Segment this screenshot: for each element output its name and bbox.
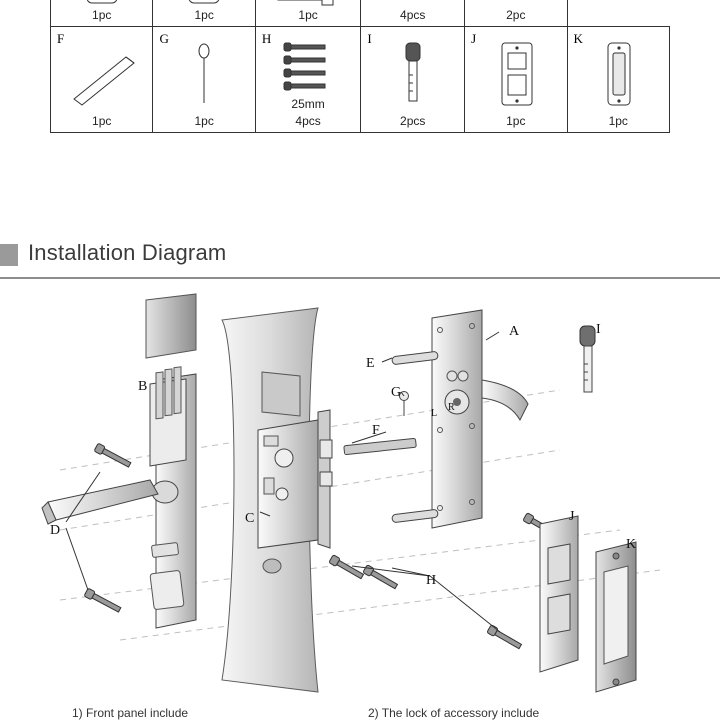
- diagram-label-b: B: [138, 379, 148, 394]
- note-accessory: 2) The lock of accessory include: [368, 706, 540, 720]
- diagram-label-k: K: [626, 537, 637, 552]
- part-cell-d: [361, 0, 465, 27]
- part-cell-j: [465, 27, 567, 133]
- part-cell-a: [51, 0, 153, 27]
- diagram-label-l: L: [431, 408, 438, 419]
- part-qty: 2pcs: [400, 114, 426, 128]
- part-qty: 1pc: [194, 114, 214, 128]
- part-qty: 4pcs: [295, 114, 321, 128]
- section-divider: [0, 277, 720, 279]
- note-front-panel: 1) Front panel include: [72, 706, 189, 720]
- part-art-strike-box: [568, 41, 670, 112]
- section-title-text: Installation Diagram: [28, 240, 227, 265]
- parts-table: [50, 0, 670, 133]
- installation-diagram: [0, 280, 720, 700]
- part-qty: 1pc: [194, 8, 214, 22]
- part-art-mortise-lock-body: [256, 0, 360, 6]
- part-cell-g: [153, 27, 255, 133]
- table-row: [51, 0, 670, 27]
- part-qty: 1pc: [608, 114, 628, 128]
- part-qty: 1pc: [92, 8, 112, 22]
- part-cell-k: [567, 27, 670, 133]
- part-cell-b: [153, 0, 255, 27]
- diagram-label-h: H: [426, 573, 437, 588]
- part-art-long-screws: [361, 0, 464, 6]
- diagram-label-g: G: [391, 385, 402, 400]
- part-letter: H: [261, 31, 272, 46]
- part-art-mechanical-keys: [361, 41, 464, 112]
- footer-notes: [0, 706, 720, 720]
- part-art-square-spindle-bar: [51, 41, 152, 112]
- part-letter: F: [57, 31, 65, 46]
- diagram-label-r: R: [448, 402, 455, 413]
- strike-box: [596, 542, 636, 692]
- part-letter: G: [159, 31, 169, 46]
- part-qty: 2pc: [506, 8, 526, 22]
- strike-plate: [540, 516, 578, 672]
- part-letter: J: [471, 31, 477, 46]
- section-header: [0, 236, 720, 274]
- part-qty-size: 25mm: [291, 97, 325, 111]
- diagram-label-a: A: [509, 324, 520, 339]
- diagram-label-d: D: [50, 523, 61, 538]
- part-cell-e: [465, 0, 567, 27]
- part-qty: 1pc: [506, 114, 526, 128]
- diagram-label-c: C: [245, 511, 255, 526]
- part-art-handle-plate-right: [153, 0, 254, 6]
- diagram-label-j: J: [569, 509, 575, 524]
- part-qty: 4pcs: [400, 8, 426, 22]
- part-letter: I: [367, 31, 372, 46]
- back-panel-assembly: [432, 310, 528, 528]
- diagram-label-f: F: [372, 423, 380, 438]
- table-row: [51, 27, 670, 133]
- part-art-spindles: [465, 0, 566, 6]
- part-cell-h: [255, 27, 360, 133]
- diagram-label-e: E: [366, 356, 375, 371]
- part-cell-c: [255, 0, 360, 27]
- part-qty: 1pc: [298, 8, 318, 22]
- section-accent-bar: [0, 244, 18, 266]
- part-cell-i: [361, 27, 465, 133]
- part-art-reset-pin: [153, 41, 254, 112]
- key-part: [580, 326, 595, 392]
- part-art-short-screws: [256, 41, 360, 112]
- part-qty: 1pc: [92, 114, 112, 128]
- part-art-strike-plate: [465, 41, 566, 112]
- mortise-lock-body: [258, 410, 332, 548]
- part-cell-f: [51, 27, 153, 133]
- diagram-label-i: I: [596, 322, 601, 337]
- part-letter: K: [573, 31, 583, 46]
- part-art-handle-plate-left: [51, 0, 152, 6]
